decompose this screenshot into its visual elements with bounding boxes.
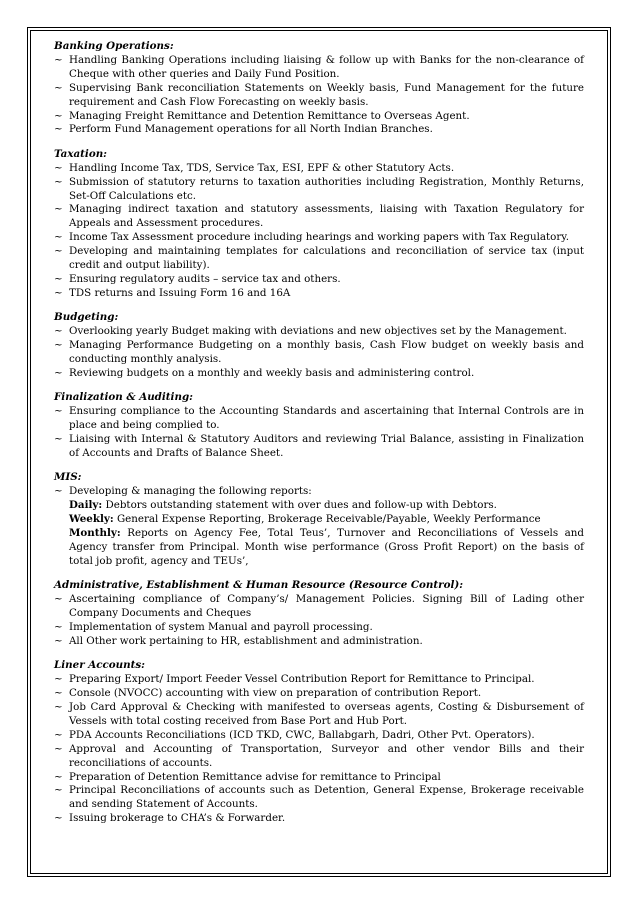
list-item <box>54 771 584 785</box>
bullet-list <box>54 54 584 137</box>
list-item <box>54 325 584 339</box>
bullet-icon: ~ <box>54 700 63 713</box>
list-item <box>54 162 584 176</box>
bullet-icon: ~ <box>54 245 63 258</box>
bullet-icon: ~ <box>54 231 63 244</box>
list-item-text: Console (NVOCC) accounting with view on preparation of contribution Report. <box>69 687 482 700</box>
list-item-text: Job Card Approval & Checking with manifested to overseas agents, Costing & Disbursement of Vessels with total costing received from Base Port and Hub Port. <box>69 700 584 727</box>
list-item-text: Reviewing budgets on a monthly and weekly basis and administering control. <box>69 366 475 379</box>
section-mis <box>54 471 584 568</box>
bullet-icon: ~ <box>54 593 63 606</box>
bullet-list <box>54 162 584 301</box>
list-item-text: Issuing brokerage to CHA’s & Forwarder. <box>69 812 286 825</box>
list-item-text: Income Tax Assessment procedure including hearings and working papers with Tax Regulatory. <box>69 231 570 244</box>
list-item <box>54 54 584 82</box>
report-label: Weekly: <box>69 513 114 526</box>
report-label: Monthly: <box>69 527 121 539</box>
section-administrative-hr <box>54 579 584 649</box>
list-item <box>54 673 584 687</box>
bullet-icon: ~ <box>54 728 63 741</box>
bullet-icon: ~ <box>54 634 63 647</box>
list-item-text: Developing and maintaining templates for calculations and reconciliation of service tax (input credit and output liability). <box>69 245 584 272</box>
bullet-list <box>54 485 584 568</box>
bullet-icon: ~ <box>54 742 63 755</box>
bullet-icon: ~ <box>54 620 63 633</box>
list-item-text: Managing indirect taxation and statutory assessments, liaising with Taxation Regulatory for Appeals and Assessment procedures. <box>69 203 584 230</box>
bullet-icon: ~ <box>54 123 63 136</box>
section-taxation <box>54 148 584 301</box>
list-item <box>54 593 584 621</box>
report-weekly <box>69 513 584 527</box>
bullet-list <box>54 673 584 826</box>
report-text: Debtors outstanding statement with over dues and follow-up with Debtors. <box>102 499 497 512</box>
list-item-text: Submission of statutory returns to taxation authorities including Registration, Monthly Returns, Set-Off Calculations etc. <box>69 175 584 202</box>
report-label: Daily: <box>69 499 103 512</box>
list-item <box>54 729 584 743</box>
bullet-icon: ~ <box>54 770 63 783</box>
list-item-text: Principal Reconciliations of accounts such as Detention, General Expense, Brokerage receivable and sending Statement of Accounts. <box>69 784 584 811</box>
section-heading: Taxation: <box>54 147 107 160</box>
list-item <box>54 405 584 433</box>
list-item-text: Perform Fund Management operations for all North Indian Branches. <box>69 123 433 136</box>
list-item <box>54 245 584 273</box>
list-item-text: Managing Freight Remittance and Detention Remittance to Overseas Agent. <box>69 109 470 122</box>
section-banking-operations <box>54 40 584 137</box>
list-item-text: Handling Income Tax, TDS, Service Tax, ESI, EPF & other Statutory Acts. <box>69 161 455 174</box>
list-item-text: Ascertaining compliance of Company’s/ Management Policies. Signing Bill of Lading other Company Documents and Cheques <box>69 593 584 620</box>
list-item-text: Preparation of Detention Remittance advise for remittance to Principal <box>69 770 441 783</box>
section-liner-accounts <box>54 659 584 826</box>
bullet-icon: ~ <box>54 203 63 216</box>
report-text: General Expense Reporting, Brokerage Receivable/Payable, Weekly Performance <box>113 513 541 526</box>
bullet-icon: ~ <box>54 175 63 188</box>
list-item <box>54 339 584 367</box>
list-item <box>54 203 584 231</box>
list-item <box>54 485 584 568</box>
bullet-icon: ~ <box>54 161 63 174</box>
list-item <box>54 621 584 635</box>
list-item <box>54 701 584 729</box>
bullet-list <box>54 593 584 649</box>
bullet-icon: ~ <box>54 784 63 797</box>
list-item <box>54 231 584 245</box>
list-item-text: Preparing Export/ Import Feeder Vessel Contribution Report for Remittance to Principal. <box>69 673 535 686</box>
list-item-text: Handling Banking Operations including liaising & follow up with Banks for the non-clearance of Cheque with other queries and Daily Fund Position. <box>69 53 584 80</box>
bullet-icon: ~ <box>54 673 63 686</box>
document-body <box>54 40 584 837</box>
bullet-icon: ~ <box>54 485 63 498</box>
section-heading: Liner Accounts: <box>54 659 145 672</box>
list-item-text: Developing & managing the following reports: <box>69 485 312 498</box>
bullet-icon: ~ <box>54 81 63 94</box>
list-item-text: Liaising with Internal & Statutory Auditors and reviewing Trial Balance, assisting in Finalization of Accounts and Drafts of Balance Sheet. <box>69 433 584 459</box>
report-text: Reports on Agency Fee, Total Teus’, Turnover and Reconciliations of Vessels and Agency transfer from Principal. Month wise performance (Gross Profit Report) on the basis of total job profit, agency and TEUs’, <box>69 527 584 567</box>
list-item <box>54 743 584 771</box>
bullet-icon: ~ <box>54 812 63 825</box>
bullet-list <box>54 325 584 381</box>
list-item-text: Supervising Bank reconciliation Statements on Weekly basis, Fund Management for the future requirement and Cash Flow Forecasting on weekly basis. <box>69 81 584 108</box>
list-item <box>54 687 584 701</box>
list-item-text: Overlooking yearly Budget making with deviations and new objectives set by the Management. <box>69 325 567 338</box>
bullet-list <box>54 405 584 461</box>
bullet-icon: ~ <box>54 339 63 352</box>
list-item-text: PDA Accounts Reconciliations (ICD TKD, CWC, Ballabgarh, Dadri, Other Pvt. Operators). <box>69 728 535 741</box>
list-item-text: Managing Performance Budgeting on a monthly basis, Cash Flow budget on weekly basis and conducting monthly analysis. <box>69 339 584 366</box>
section-finalization-auditing <box>54 391 584 461</box>
bullet-icon: ~ <box>54 286 63 299</box>
list-item <box>54 433 584 461</box>
bullet-icon: ~ <box>54 433 63 446</box>
list-item <box>54 784 584 812</box>
list-item <box>54 635 584 649</box>
bullet-icon: ~ <box>54 687 63 700</box>
report-monthly <box>69 527 584 569</box>
section-heading: MIS: <box>54 471 82 484</box>
bullet-icon: ~ <box>54 53 63 66</box>
section-heading: Budgeting: <box>54 311 119 324</box>
bullet-icon: ~ <box>54 273 63 285</box>
list-item-text: All Other work pertaining to HR, establishment and administration. <box>69 634 423 647</box>
list-item <box>54 110 584 124</box>
list-item-text: Approval and Accounting of Transportation, Surveyor and other vendor Bills and their reconciliations of accounts. <box>69 742 584 769</box>
list-item <box>54 812 584 826</box>
list-item-text: Ensuring regulatory audits – service tax and others. <box>69 273 341 285</box>
list-item <box>54 287 584 301</box>
bullet-icon: ~ <box>54 366 63 379</box>
section-heading: Finalization & Auditing: <box>54 391 193 404</box>
list-item <box>54 367 584 381</box>
list-item <box>54 176 584 204</box>
bullet-icon: ~ <box>54 325 63 338</box>
list-item <box>54 82 584 110</box>
list-item <box>54 273 584 287</box>
bullet-icon: ~ <box>54 109 63 122</box>
list-item <box>54 123 584 137</box>
list-item-text: Implementation of system Manual and payroll processing. <box>69 620 373 633</box>
section-budgeting <box>54 311 584 381</box>
list-item-text: Ensuring compliance to the Accounting Standards and ascertaining that Internal Controls are in place and being complied to. <box>69 405 584 432</box>
section-heading: Banking Operations: <box>54 40 174 52</box>
list-item-text: TDS returns and Issuing Form 16 and 16A <box>69 286 291 299</box>
section-heading: Administrative, Establishment & Human Resource (Resource Control): <box>54 579 464 592</box>
report-daily <box>69 499 584 513</box>
bullet-icon: ~ <box>54 405 63 418</box>
